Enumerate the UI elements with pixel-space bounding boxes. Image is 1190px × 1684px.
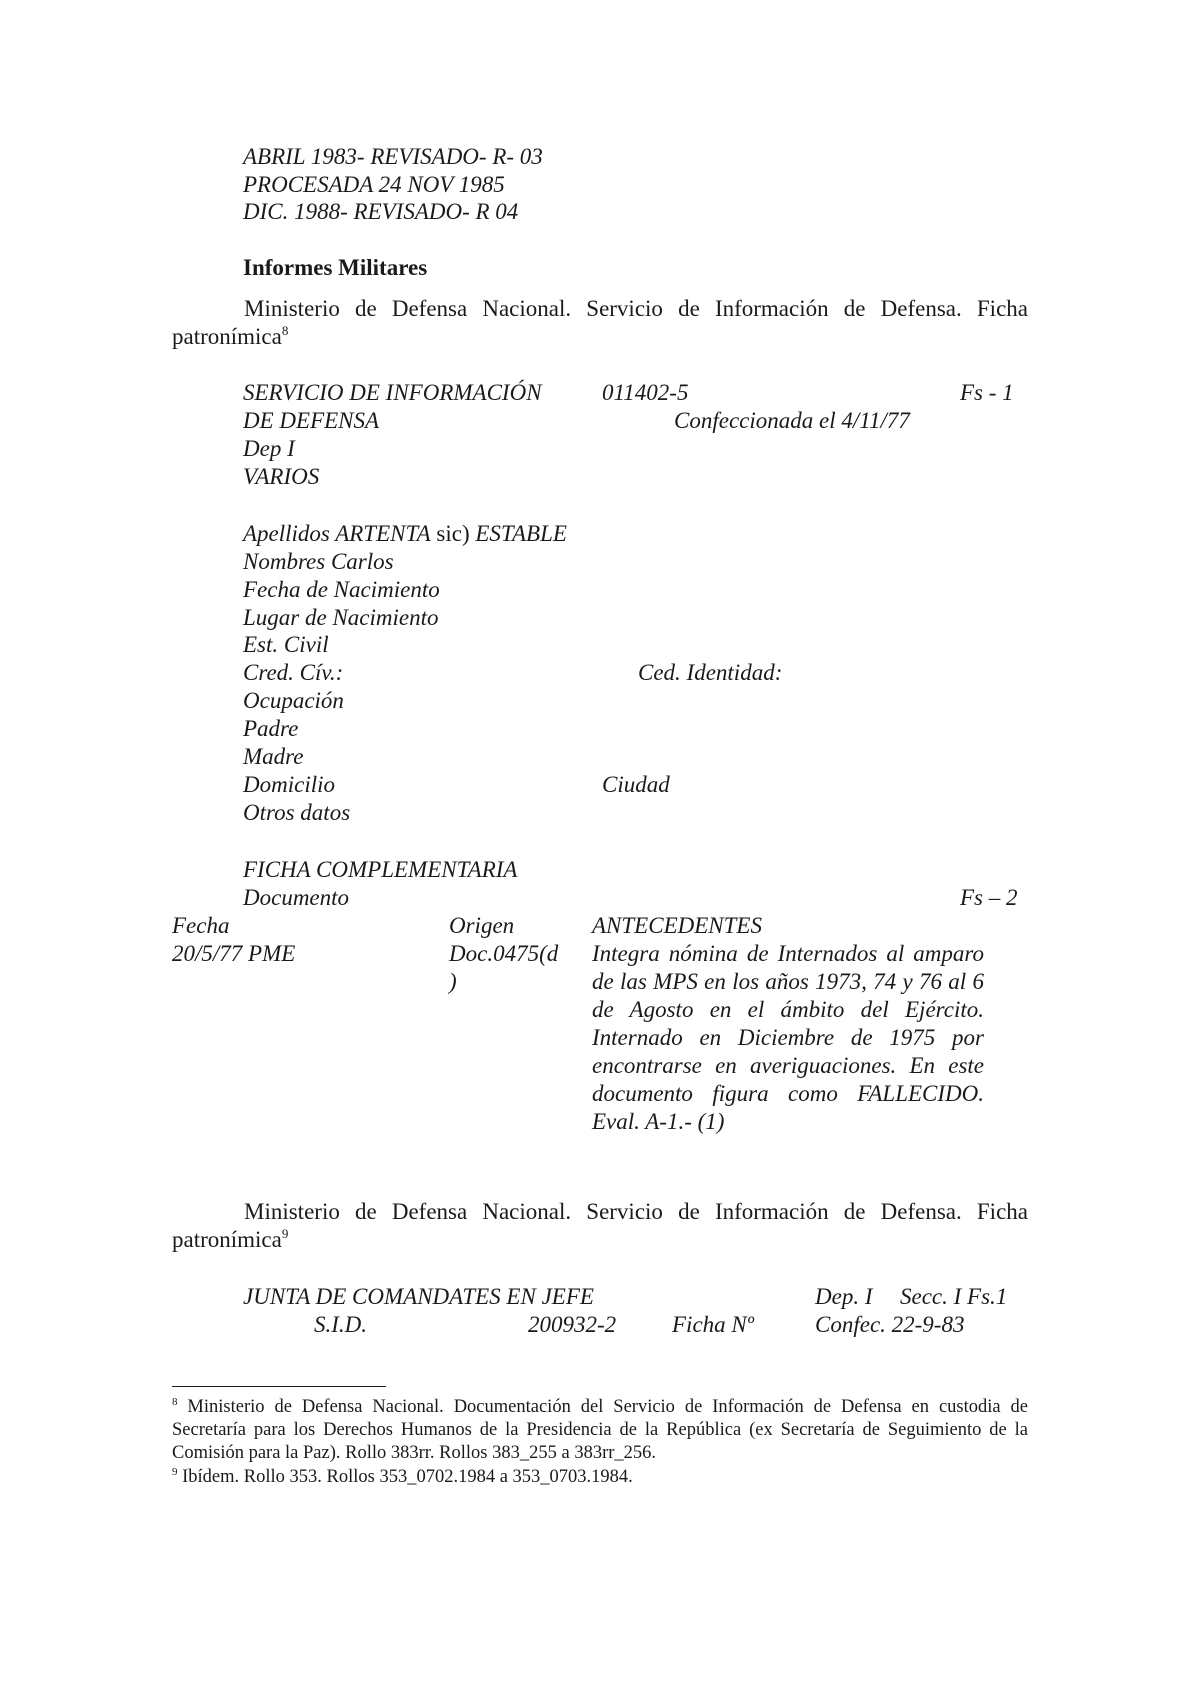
footnote-9-text: Ibídem. Rollo 353. Rollos 353_0702.1984 a 353_0703.1984. (177, 1467, 633, 1487)
col-header-fecha: Fecha (172, 913, 230, 938)
ficha1-fecha-nac: Fecha de Nacimiento (243, 577, 440, 602)
ficha1-folio: Fs - 1 (960, 380, 1014, 405)
complementaria-folio: Fs – 2 (960, 885, 1018, 910)
footnote-8-text: Ministerio de Defensa Nacional. Documentación del Servicio de Información de Defensa en custodia de Secretaría para los Derechos Humanos de la Presidencia de la República (ex Secretaría de Seguimiento de la Comisión para la Paz). Rollo 383rr. Rollos 383_255 a 383rr_256. (172, 1397, 1028, 1463)
apellidos-label: Apellidos ARTENTA (243, 521, 431, 546)
paragraph-2-text: Ministerio de Defensa Nacional. Servicio de Información de Defensa. Ficha patronímica (172, 1199, 1028, 1252)
row-origen-line2: ) (449, 969, 457, 994)
ficha1-ciudad: Ciudad (602, 772, 670, 797)
ficha1-otros-datos: Otros datos (243, 800, 351, 825)
ficha1-domicilio: Domicilio (243, 772, 335, 797)
ficha1-varios: VARIOS (243, 464, 320, 489)
ficha2-secc: Secc. I Fs.1 (900, 1284, 1008, 1309)
col-header-antecedentes: ANTECEDENTES (592, 913, 762, 938)
ficha1-org-line2: DE DEFENSA (243, 408, 380, 433)
ficha2-dep: Dep. I (815, 1284, 873, 1309)
footnote-8 (172, 1396, 1028, 1465)
ficha1-ced-identidad: Ced. Identidad: (638, 660, 783, 685)
ficha1-dep: Dep I (243, 436, 295, 461)
ficha2-sid: S.I.D. (314, 1312, 368, 1337)
footnote-ref-9: 9 (281, 1226, 289, 1241)
ficha1-ocupacion: Ocupación (243, 688, 344, 713)
ficha2-ficha-no: Ficha Nº (672, 1312, 754, 1337)
section-title: Informes Militares (243, 255, 428, 280)
ficha1-padre: Padre (243, 716, 299, 741)
ficha1-nombres: Nombres Carlos (243, 549, 394, 574)
row-origen-line1: Doc.0475(d (449, 941, 559, 966)
ficha2-number: 200932-2 (528, 1312, 617, 1337)
ficha1-apellidos (243, 520, 567, 548)
footnote-separator (172, 1386, 386, 1387)
footnote-9-mark: 9 (172, 1466, 178, 1478)
header-line-2: PROCESADA 24 NOV 1985 (243, 172, 505, 197)
paragraph-1 (172, 295, 1028, 351)
ficha1-confeccionada: Confeccionada el 4/11/77 (674, 408, 910, 433)
apellidos-sic: sic) (430, 521, 476, 546)
footnote-8-mark: 8 (172, 1396, 178, 1408)
ficha1-org-line1: SERVICIO DE INFORMACIÓN (243, 380, 542, 405)
row-antecedentes: Integra nómina de Internados al amparo de las MPS en los años 1973, 74 y 76 al 6 de Agosto en el ámbito del Ejército. Internado en Diciembre de 1975 por encontrarse en averiguaciones. En este documento figura como FALLECIDO. Eval. A-1.- (1) (592, 941, 984, 1134)
header-line-3: DIC. 1988- REVISADO- R 04 (243, 199, 519, 224)
col-header-origen: Origen (449, 913, 515, 938)
ficha2-junta: JUNTA DE COMANDATES EN JEFE (243, 1284, 594, 1309)
ficha1-lugar-nac: Lugar de Nacimiento (243, 605, 439, 630)
paragraph-2 (172, 1198, 1028, 1254)
paragraph-1-text: Ministerio de Defensa Nacional. Servicio de Información de Defensa. Ficha patronímica (172, 296, 1028, 349)
complementaria-title: FICHA COMPLEMENTARIA (243, 857, 518, 882)
footnote-ref-8: 8 (281, 323, 289, 338)
ficha1-cred-civ: Cred. Cív.: (243, 660, 344, 685)
apellidos-value: ESTABLE (475, 521, 567, 546)
row-fecha: 20/5/77 PME (172, 941, 296, 966)
ficha1-madre: Madre (243, 744, 304, 769)
header-line-1: ABRIL 1983- REVISADO- R- 03 (243, 144, 543, 169)
ficha1-est-civil: Est. Civil (243, 632, 329, 657)
complementaria-documento: Documento (243, 885, 350, 910)
ficha2-confec: Confec. 22-9-83 (815, 1312, 965, 1337)
ficha1-number: 011402-5 (602, 380, 689, 405)
footnote-9 (172, 1466, 1028, 1489)
